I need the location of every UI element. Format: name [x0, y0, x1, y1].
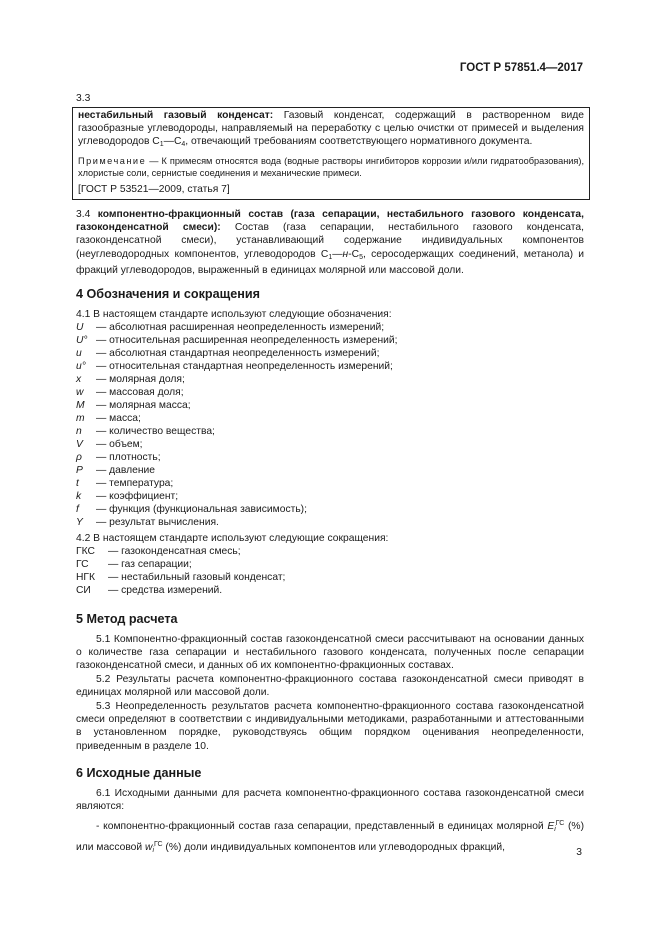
symbol-row [76, 425, 215, 438]
definition-text: Газовый конденсат, содержащий в растворенном виде газообразные углеводороды, направляемый на переработку с целью очистки от примесей и выделения углеводородов С [78, 110, 584, 148]
note-text: — К примесям относятся вода (водные растворы ингибиторов коррозии и/или гидратообразования), хлористые соли, сернистые соединения и механические примеси. [78, 156, 584, 178]
symbol-row [76, 490, 178, 503]
abbreviation-description: — средства измерений. [108, 585, 223, 596]
symbol: f [76, 504, 79, 515]
symbol-description: — молярная доля; [96, 374, 185, 385]
page-number: 3 [576, 847, 582, 858]
symbol: x [76, 374, 82, 385]
clause-number: 3.4 [76, 209, 98, 220]
abbreviation: ГКС [76, 546, 95, 557]
symbol-row [76, 516, 219, 529]
symbol-description: — давление [96, 465, 156, 476]
section-4-title: 4 Обозначения и сокращения [76, 287, 260, 301]
symbol: U [76, 322, 84, 333]
symbol: V [76, 439, 83, 450]
clause-3-3-reference: [ГОСТ Р 53521—2009, статья 7] [78, 184, 230, 195]
symbol: m [76, 413, 85, 424]
symbol-row [76, 477, 173, 490]
abbreviation-description: — газ сепарации; [108, 559, 192, 570]
symbol-description: — относительная стандартная неопределенность измерений; [96, 361, 393, 372]
symbol-description: — абсолютная расширенная неопределенность измерений; [96, 322, 385, 333]
symbol-description: — относительная расширенная неопределенность измерений; [96, 335, 398, 346]
clause-5-3: 5.3 Неопределенность результатов расчета компонентно-фракционного состава газоконденсатной смеси определяют в соответствии с индивидуальными методиками, разработанными и аттестованными в установленном порядке, руководствуясь общим порядком оценивания неопределенности, приведенным в разделе 10. [76, 701, 584, 752]
symbol-row [76, 438, 143, 451]
subscript: 1 [328, 253, 333, 261]
definition-text: , отвечающий требованиям соответствующего нормативного документа. [185, 136, 533, 148]
item-text: (%) или массовой [76, 821, 585, 853]
symbol-description: — функция (функциональная зависимость); [96, 504, 307, 515]
symbol-description: — молярная масса; [96, 400, 191, 411]
item-text: - компонентно-фракционный состав газа сепарации, представленный в единицах молярной [96, 821, 548, 832]
clause-6-1: 6.1 Исходными данными для расчета компонентно-фракционного состава газоконденсатной смеси являются: [76, 788, 584, 813]
symbol-description: — объем; [96, 439, 143, 450]
symbol-row [76, 347, 380, 360]
subscript: 5 [359, 253, 363, 261]
abbreviation-row [76, 545, 241, 558]
abbreviation-row [76, 558, 192, 571]
term: нестабильный газовый конденсат: [78, 110, 274, 121]
symbol-row [76, 464, 155, 477]
symbol-row [76, 451, 161, 464]
clause-3-3-note [78, 155, 584, 179]
definition-text: Состав (газа сепарации, нестабильного газового конденсата, газоконденсатной смеси), устанавливающий содержание индивидуальных компонентов (неуглеводородных компонентов, углеводородов С [76, 222, 584, 260]
symbol: n [76, 426, 82, 437]
symbol-description: — массовая доля; [96, 387, 184, 398]
subscript-i: i [554, 826, 556, 833]
item-text: (%) доли индивидуальных компонентов или углеводородных фракций, [162, 842, 505, 853]
abbreviation: НГК [76, 572, 96, 583]
definition-text: -С [348, 248, 360, 260]
clause-6-1-item [76, 816, 584, 858]
symbol-row [76, 386, 184, 399]
symbol-row [76, 412, 141, 425]
symbol-row [76, 399, 191, 412]
symbol: t [76, 478, 79, 489]
subscript: 4 [181, 141, 186, 149]
symbol: ρ [76, 452, 82, 463]
symbol-w: w [145, 842, 153, 853]
clause-4-1: 4.1 В настоящем стандарте используют следующие обозначения: [76, 309, 392, 320]
symbol-description: — плотность; [96, 452, 161, 463]
symbol-row [76, 373, 185, 386]
abbreviation: СИ [76, 585, 91, 596]
definition-text: — [332, 248, 343, 260]
note-label: Примечание [78, 156, 147, 166]
section-5-title: 5 Метод расчета [76, 612, 178, 626]
symbol-description: — температура; [96, 478, 174, 489]
clause-3-3-number: 3.3 [76, 93, 91, 104]
superscript-gs: ГС [555, 820, 565, 827]
definition-text: , серосодержащих соединений, метанола) и фракций углеводородов, выраженный в единицах молярной или массовой доли. [76, 248, 585, 276]
symbol-row [76, 503, 307, 516]
italic-n: н [342, 248, 349, 260]
abbreviation-row [76, 584, 222, 597]
clause-4-2: 4.2 В настоящем стандарте используют следующие сокращения: [76, 533, 389, 544]
symbol: Y [76, 517, 83, 528]
term: компонентно-фракционный состав (газа сепарации, нестабильного газового конденсата, газоконденсатной смеси): [76, 209, 584, 234]
subscript-i: i [152, 847, 155, 854]
symbol-description: — количество вещества; [96, 426, 215, 437]
symbol: M [76, 400, 85, 411]
symbol-row [76, 334, 398, 347]
section-6-title: 6 Исходные данные [76, 766, 202, 780]
abbreviation: ГС [76, 559, 89, 570]
symbol: U° [76, 335, 88, 346]
document-header: ГОСТ Р 57851.4—2017 [459, 62, 583, 74]
superscript-gs: ГС [154, 841, 163, 848]
symbol-row [76, 321, 384, 334]
clause-5-2: 5.2 Результаты расчета компонентно-фракционного состава газоконденсатной смеси приводят в единицах молярной или массовой доли. [76, 674, 584, 699]
symbol: w [76, 387, 84, 398]
abbreviation-description: — газоконденсатная смесь; [108, 546, 241, 557]
abbreviation-row [76, 571, 285, 584]
symbol: u [76, 348, 82, 359]
clause-3-4 [76, 208, 584, 277]
symbol-description: — коэффициент; [96, 491, 179, 502]
symbol-description: — масса; [96, 413, 141, 424]
clause-5-1: 5.1 Компонентно-фракционный состав газоконденсатной смеси рассчитывают на основании данных о количестве газа сепарации и нестабильного газового конденсата, полученных после сепарации газоконденсатной смеси, и данных об их компонентно-фракционных составах. [76, 634, 584, 672]
symbol: P [76, 465, 83, 476]
symbol: k [76, 491, 82, 502]
abbreviation-description: — нестабильный газовый конденсат; [108, 572, 286, 583]
subscript: 1 [159, 141, 164, 149]
symbol: u° [76, 361, 86, 372]
clause-3-3-definition [78, 109, 584, 152]
symbol-description: — абсолютная стандартная неопределенность измерений; [96, 348, 380, 359]
symbol-e: E [547, 821, 555, 832]
definition-text: —С [163, 136, 182, 148]
symbol-row [76, 360, 393, 373]
symbol-description: — результат вычисления. [96, 517, 219, 528]
